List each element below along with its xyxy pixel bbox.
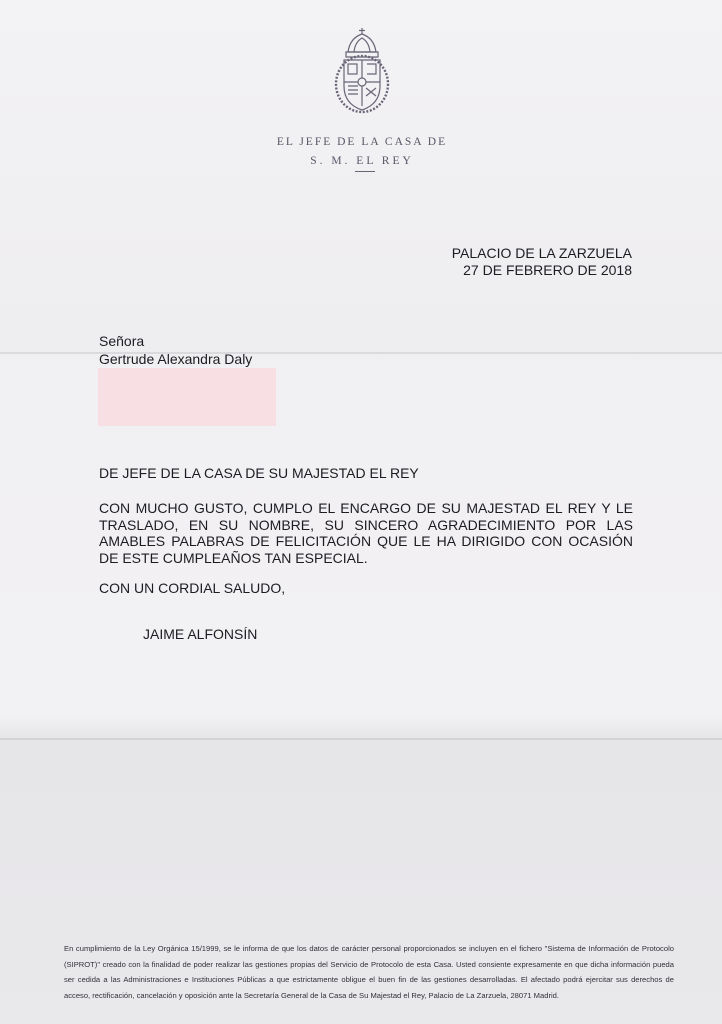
closing-line: CON UN CORDIAL SALUDO,	[99, 580, 286, 596]
letterhead-underline	[355, 171, 375, 172]
body-paragraph: CON MUCHO GUSTO, CUMPLO EL ENCARGO DE SU MAJESTAD EL REY Y LE TRASLADO, EN SU NOMBRE, SU SINCERO AGRADECIMIENTO POR LAS AMABLES PALABRAS DE FELICITACIÓN QUE LE HA DIRIGIDO CON OCASIÓN DE ESTE CUMPLEAÑOS TAN ESPECIAL.	[99, 500, 633, 566]
paper-fold-lower	[0, 738, 722, 740]
legal-footer: En cumplimiento de la Ley Orgánica 15/1999, se le informa de que los datos de carácter personal proporcionados se incluyen en el fichero "Sistema de Información de Protocolo (SIPROT)" creado con la finalidad de poder realizar las gestiones propias del Servicio de Protocolo de esta Casa. Usted consiente expresamente en que dicha información pueda ser cedida a las Administraciones e Instituciones Públicas a que estrictamente obligue el buen fin de las gestiones desarrolladas. El afectado podrá ejercitar sus derechos de acceso, rectificación, cancelación y oposición ante la Secretaría General de la Casa de Su Majestad el Rey, Palacio de La Zarzuela, 28071 Madrid.	[64, 944, 674, 1000]
signature-name: JAIME ALFONSÍN	[143, 626, 258, 642]
letterhead-subtitle: S. M. EL REY	[310, 155, 414, 167]
redacted-address	[98, 368, 276, 426]
subject-line: DE JEFE DE LA CASA DE SU MAJESTAD EL REY	[99, 465, 419, 481]
letterhead-title: EL JEFE DE LA CASA DE	[276, 136, 448, 148]
recipient-name: Gertrude Alexandra Daly	[99, 351, 253, 367]
date-line: 27 DE FEBRERO DE 2018	[463, 262, 632, 278]
recipient-salutation: Señora	[99, 333, 145, 349]
place-line: PALACIO DE LA ZARZUELA	[451, 245, 632, 261]
royal-coat-of-arms-icon	[330, 26, 394, 118]
